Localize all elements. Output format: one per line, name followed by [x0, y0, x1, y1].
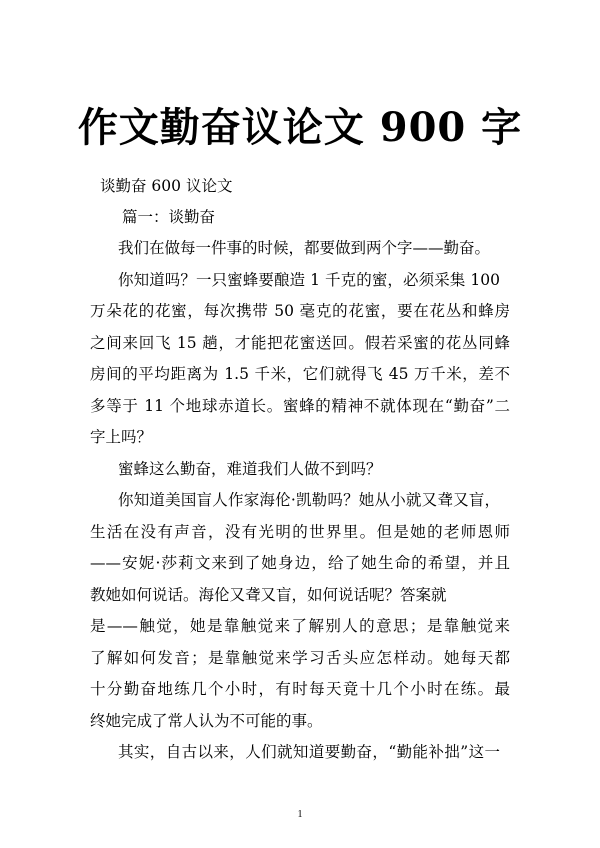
paragraph-line: 生活在没有声音，没有光明的世界里。但是她的老师恩师 [90, 523, 510, 541]
paragraph-line: 字上吗？ [90, 428, 153, 446]
paragraph-line: 是——触觉，她是靠触觉来了解别人的意思；是靠触觉来 [90, 617, 510, 635]
paragraph-line: 蜜蜂这么勤奋，难道我们人做不到吗？ [118, 460, 382, 478]
paragraph-line: 终她完成了常人认为不可能的事。 [90, 712, 323, 730]
paragraph-line: 多等于 11 个地球赤道长。蜜蜂的精神不就体现在“勤奋”二 [90, 397, 510, 415]
paragraph-line: 万朵花的花蜜，每次携带 50 毫克的花蜜，要在花丛和蜂房 [90, 302, 510, 320]
paragraph-line: 你知道美国盲人作家海伦·凯勒吗？她从小就又聋又盲， [118, 491, 500, 509]
section-heading: 篇一：谈勤奋 [122, 208, 216, 226]
paragraph-line: 了解如何发音；是靠触觉来学习舌头应怎样动。她每天都 [90, 649, 510, 667]
subtitle-line: 谈勤奋 600 议论文 [100, 177, 233, 195]
paragraph-line: 教她如何说话。海伦又聋又盲，如何说话呢？答案就 [90, 586, 447, 604]
paragraph-line: 房间的平均距离为 1.5 千米，它们就得飞 45 万千米，差不 [90, 365, 510, 383]
paragraph-line: 我们在做每一件事的时候，都要做到两个字——勤奋。 [118, 239, 491, 257]
paragraph-line: 你知道吗？一只蜜蜂要酿造 1 千克的蜜，必须采集 100 [118, 271, 500, 289]
paragraph-line: 其实，自古以来，人们就知道要勤奋，“勤能补拙”这一 [118, 743, 500, 761]
page-number: 1 [297, 809, 303, 820]
document-title: 作文勤奋议论文 900 字 [77, 104, 523, 151]
paragraph-line: 十分勤奋地练几个小时，有时每天竟十几个小时在练。最 [90, 680, 510, 698]
paragraph-line: ——安妮·莎莉文来到了她身边，给了她生命的希望，并且 [90, 554, 510, 572]
paragraph-line: 之间来回飞 15 趟，才能把花蜜送回。假若采蜜的花丛同蜂 [90, 334, 510, 352]
